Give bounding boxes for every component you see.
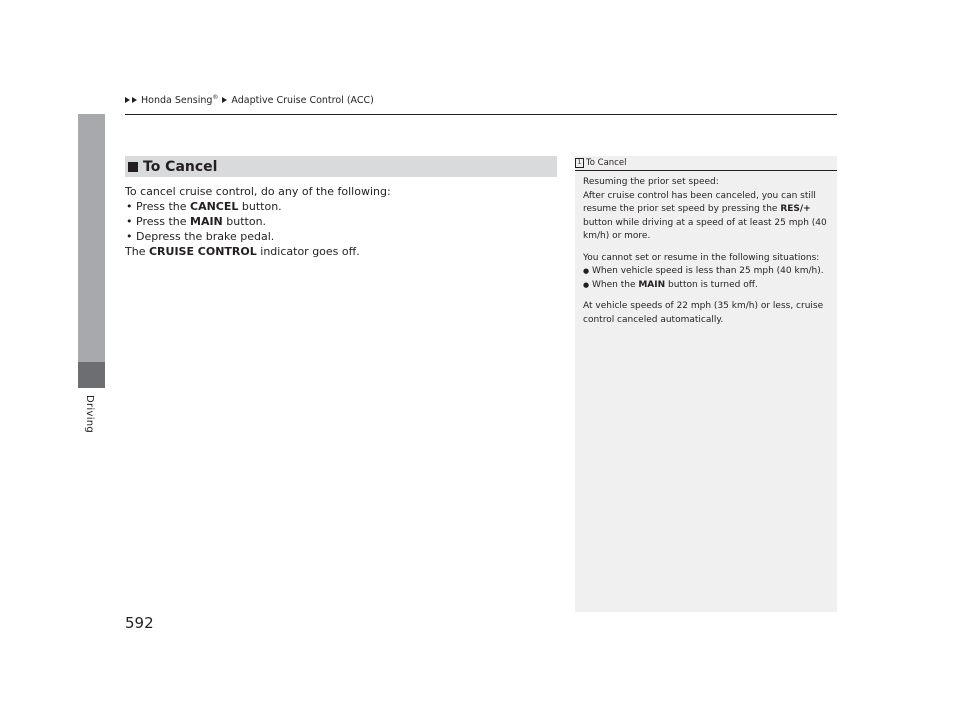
list-item: • Press the MAIN button. bbox=[125, 214, 555, 229]
breadcrumb-arrow-icon bbox=[222, 97, 227, 103]
note-title: To Cancel bbox=[586, 158, 627, 168]
note-paragraph: You cannot set or resume in the following situations: bbox=[583, 252, 820, 263]
breadcrumb-item-acc[interactable]: Adaptive Cruise Control (ACC) bbox=[231, 94, 374, 106]
header-rule bbox=[125, 114, 837, 115]
list-item: • Depress the brake pedal. bbox=[125, 229, 555, 244]
section-heading bbox=[125, 156, 557, 177]
breadcrumb-arrow-icon bbox=[132, 97, 137, 103]
side-strip bbox=[78, 114, 105, 362]
body-text bbox=[125, 184, 555, 259]
breadcrumb bbox=[125, 94, 378, 106]
note-paragraph: After cruise control has been canceled, you can still resume the prior set speed by pressing the RES/+ button while driving at a speed of at least 25 mph (40 km/h) or more. bbox=[583, 190, 827, 241]
note-bullet: ● When the MAIN button is turned off. bbox=[583, 279, 835, 293]
chapter-label: Driving bbox=[84, 395, 95, 434]
square-bullet-icon bbox=[128, 162, 138, 172]
cancel-options-list bbox=[125, 199, 555, 244]
note-bullet: ● When vehicle speed is less than 25 mph (40 km/h). bbox=[583, 265, 835, 279]
chapter-tab[interactable] bbox=[78, 362, 105, 388]
outro-text: The CRUISE CONTROL indicator goes off. bbox=[125, 245, 360, 258]
intro-text: To cancel cruise control, do any of the following: bbox=[125, 185, 391, 198]
note-paragraph: Resuming the prior set speed: bbox=[583, 177, 719, 187]
list-item: • Press the CANCEL button. bbox=[125, 199, 555, 214]
section-title: To Cancel bbox=[143, 158, 218, 175]
note-paragraph: At vehicle speeds of 22 mph (35 km/h) or less, cruise control canceled automatically. bbox=[583, 301, 824, 325]
note-body bbox=[583, 176, 835, 327]
note-header bbox=[575, 156, 837, 171]
side-note bbox=[575, 156, 837, 612]
note-number-icon: 1 bbox=[575, 158, 584, 168]
breadcrumb-arrow-icon bbox=[125, 97, 130, 103]
page-number: 592 bbox=[125, 614, 154, 632]
breadcrumb-item-honda-sensing[interactable]: Honda Sensing® bbox=[141, 94, 219, 107]
